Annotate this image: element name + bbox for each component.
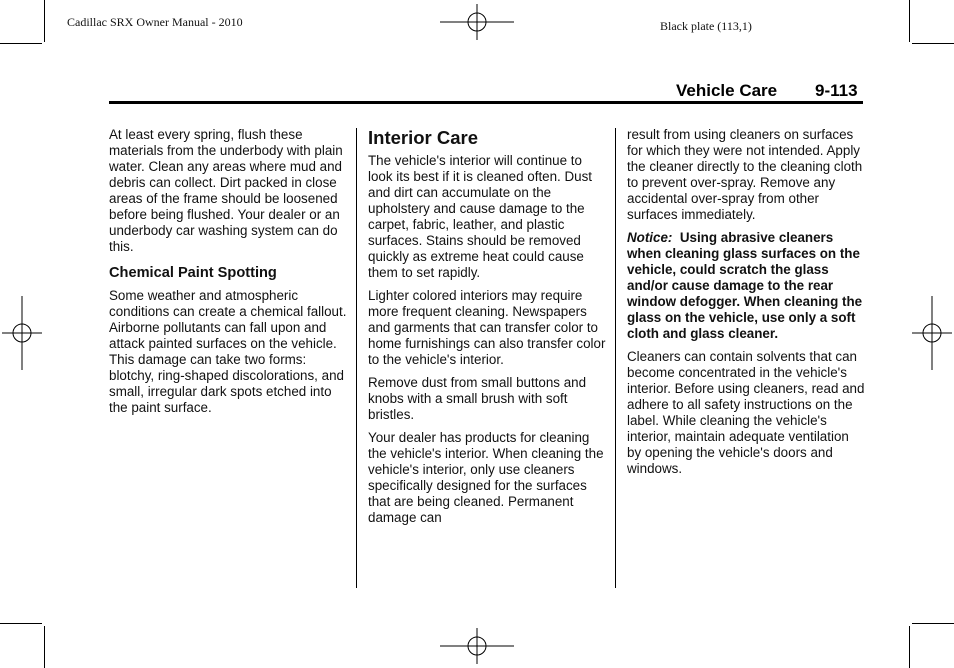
section-heading: Interior Care [368, 127, 479, 148]
crop-mark [909, 0, 910, 42]
column-2 [368, 127, 606, 533]
registration-mark-icon [440, 628, 514, 664]
plate-label: Black plate (113,1) [660, 19, 752, 33]
header-rule [109, 101, 863, 104]
paragraph: Some weather and atmospheric conditions can create a chemical fallout. Airborne pollutants can fall upon and attack painted surfaces on the vehicle. This damage can take two forms: blotchy, ring-shaped discolorations, and small, irregular dark spots etched into the paint surface. [109, 288, 347, 415]
crop-mark [909, 626, 910, 668]
crop-mark [44, 0, 45, 42]
crop-mark [912, 43, 954, 44]
paragraph: Lighter colored interiors may require more frequent cleaning. Newspapers and garments that can transfer color to home furnishings can also transfer color to the vehicle's interior. [368, 288, 606, 367]
crop-mark [0, 623, 42, 624]
paragraph: At least every spring, flush these materials from the underbody with plain water. Clean any areas where mud and debris can collect. Dirt packed in close areas of the frame should be loosened before being flushed. Your dealer or an underbody car washing system can do this. [109, 127, 343, 254]
crop-mark [0, 43, 42, 44]
section-title: Vehicle Care [676, 81, 778, 100]
registration-mark-icon [440, 4, 514, 40]
column-1 [109, 127, 349, 423]
paragraph: Your dealer has products for cleaning the vehicle's interior. When cleaning the vehicle's interior, only use cleaners specifically designed for the surfaces that are being cleaned. Permanent damage can [368, 430, 604, 525]
column-3 [627, 127, 865, 484]
paragraph: result from using cleaners on surfaces for which they were not intended. Apply the cleaner directly to the cleaning cloth to prevent over-spray. Remove any accidental over-spray from other surfaces immediately. [627, 127, 863, 222]
notice [627, 230, 865, 342]
column-divider [356, 128, 357, 588]
page-number: 9-113 [815, 81, 858, 100]
crop-mark [44, 626, 45, 668]
document-title: Cadillac SRX Owner Manual - 2010 [67, 15, 243, 29]
subheading: Chemical Paint Spotting [109, 265, 277, 281]
crop-mark [912, 623, 954, 624]
paragraph: The vehicle's interior will continue to look its best if it is cleaned often. Dust and dirt can accumulate on the upholstery and cause damage to the carpet, fabric, leather, and plastic surfaces. Stains should be removed quickly as extreme heat could cause them to set rapidly. [368, 153, 593, 280]
registration-mark-icon [912, 296, 952, 370]
notice-text: Using abrasive cleaners when cleaning glass surfaces on the vehicle, could scratch the glass and/or cause damage to the rear window defogger. When cleaning the glass on the vehicle, use only a soft cloth and glass cleaner. [627, 230, 863, 341]
paragraph: Cleaners can contain solvents that can become concentrated in the vehicle's interior. Before using cleaners, read and adhere to all safety instructions on the label. While cleaning the vehicle's interior, maintain adequate ventilation by opening the vehicle's doors and windows. [627, 349, 865, 476]
notice-label: Notice: [627, 230, 673, 245]
paragraph: Remove dust from small buttons and knobs with a small brush with soft bristles. [368, 375, 587, 422]
column-divider [615, 128, 616, 588]
registration-mark-icon [2, 296, 42, 370]
